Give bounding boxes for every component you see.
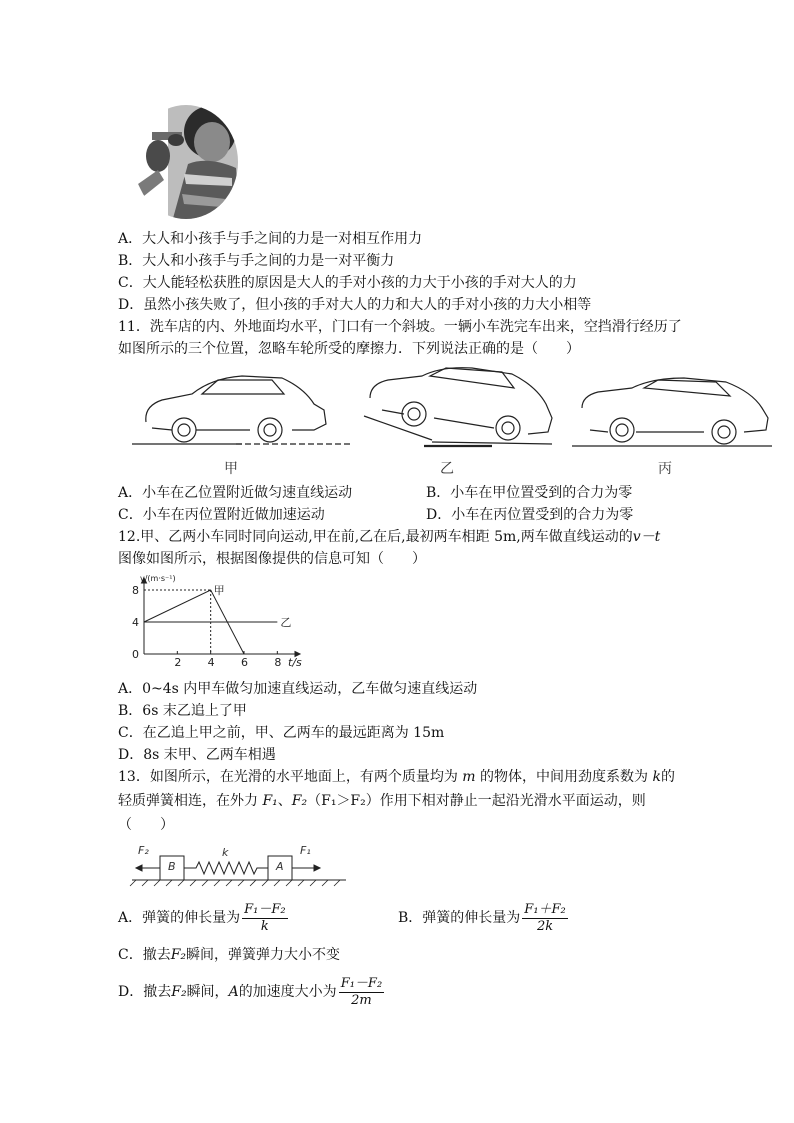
q13-k-symbol: k: [652, 769, 661, 785]
x-tick-label: 8: [274, 656, 282, 669]
fig-label-yi: 乙: [440, 461, 454, 477]
q13-option-d-force: F₂: [171, 984, 187, 1000]
q13-option-a-denominator: k: [260, 918, 269, 934]
q12-option-c: C．在乙追上甲之前，甲、乙两车的最远距离为 15m: [118, 725, 445, 741]
arm-wrestling-photo: [128, 104, 240, 222]
q13-option-d-part-c: 的加速度大小为: [238, 984, 337, 1000]
x-tick-label: 2: [174, 656, 182, 669]
q13-option-b-numerator: F₁＋F₂: [524, 901, 566, 917]
spring: [184, 862, 268, 874]
q13-option-d-numerator: F₁－F₂: [340, 975, 383, 991]
q11-option-c: C．小车在丙位置附近做加速运动: [118, 507, 325, 523]
q13-stem-line2: [118, 792, 646, 810]
q13-option-b-denominator: 2k: [536, 918, 554, 934]
q13-option-c-part-a: C．撤去: [118, 947, 171, 963]
fig-label-bing: 丙: [658, 461, 672, 477]
q13-f2-symbol: F₂: [291, 793, 308, 809]
fig-k-label: k: [222, 846, 229, 859]
series-label: 乙: [280, 616, 292, 629]
q13-stem2-part-a: 轻质弹簧相连，在外力: [118, 793, 258, 809]
y-tick-label: 8: [132, 584, 139, 597]
q12-option-b: B．6s 末乙追上了甲: [118, 703, 247, 719]
q13-option-a-numerator: F₁－F₂: [244, 901, 286, 917]
fig-block-a-label: A: [276, 860, 284, 873]
q13-option-d-part-b: 瞬间，: [186, 984, 229, 1000]
q13-sep: 、: [277, 793, 292, 809]
q10-option-c: C．大人能轻松获胜的原因是大人的手对小孩的力大于小孩的手对大人的力: [118, 275, 577, 291]
q11-option-b: B．小车在甲位置受到的合力为零: [426, 485, 633, 501]
q11-option-d: D．小车在丙位置受到的合力为零: [426, 507, 634, 523]
q13-option-d-fraction: [339, 976, 384, 1009]
q12-option-d: D．8s 末甲、乙两车相遇: [118, 747, 276, 763]
q13-option-a: [118, 900, 288, 936]
q12-stem-line1: [118, 528, 660, 546]
q13-option-b-fraction: [522, 902, 567, 935]
y-tick-label: 4: [132, 616, 139, 629]
q13-option-b-text: B．弹簧的伸长量为: [398, 910, 521, 926]
q13-condition: （F₁＞F₂）: [307, 793, 380, 809]
q13-option-a-text: A．弹簧的伸长量为: [118, 910, 241, 926]
q10-option-a: A．大人和小孩手与手之间的力是一对相互作用力: [118, 231, 423, 247]
fig-label-jia: 甲: [224, 461, 238, 477]
q13-stem2-part-b: 作用下相对静止一起沿光滑水平面运动，则: [379, 793, 646, 809]
q13-option-a-fraction: [242, 902, 287, 935]
q11-stem-line1: 11．洗车店的内、外地面均水平，门口有一个斜坡。一辆小车洗完车出来，空挡滑行经历了: [118, 319, 682, 335]
y-tick-label: 0: [132, 648, 139, 661]
x-tick-label: 6: [241, 656, 248, 669]
q13-f1-symbol: F₁: [262, 793, 278, 809]
car-jia: [132, 376, 352, 444]
fig-f2-label: F₂: [138, 844, 149, 857]
q12-stem-text: 12.甲、乙两小车同时同向运动,甲在前,乙在后,最初两车相距 5m,两车做直线运动的: [118, 529, 633, 545]
q13-mass-symbol: m: [462, 769, 476, 785]
q12-stem-line2: 图像如图所示，根据图像提供的信息可知（ ）: [118, 551, 426, 567]
q11-option-a: A．小车在乙位置附近做匀速直线运动: [118, 485, 353, 501]
fig-f1-label: F₁: [300, 844, 311, 857]
q13-stem-part-a: 13．如图所示，在光滑的水平地面上，有两个质量均为: [118, 769, 458, 785]
vt-chart: [122, 572, 302, 674]
series-label: 甲: [213, 584, 225, 597]
q11-stem-line2: 如图所示的三个位置，忽略车轮所受的摩擦力．下列说法正确的是（ ）: [118, 341, 580, 357]
q13-option-c: [118, 946, 340, 964]
q13-option-d: [118, 974, 384, 1010]
fig-block-b-label: B: [168, 860, 176, 873]
q10-option-d: D．虽然小孩失败了，但小孩的手对大人的力和大人的手对小孩的力大小相等: [118, 297, 592, 313]
q13-stem-part-c: 的: [660, 769, 675, 785]
q10-option-b: B．大人和小孩手与手之间的力是一对平衡力: [118, 253, 395, 269]
q13-option-d-denominator: 2m: [351, 992, 372, 1008]
q12-option-a: A．0~4s 内甲车做匀加速直线运动，乙车做匀速直线运动: [118, 681, 478, 697]
q12-vt-symbol: v－t: [632, 529, 661, 545]
car-bing: [572, 378, 772, 446]
q13-stem-line3: （ ）: [118, 817, 174, 833]
q13-stem-line1: [118, 768, 675, 786]
y-axis-label: v/(m·s⁻¹): [140, 574, 176, 583]
q13-option-d-part-a: D．撤去: [118, 984, 172, 1000]
x-axis-label: t/s: [288, 656, 302, 669]
q13-option-d-block: A: [228, 984, 239, 1000]
q13-stem-part-b: 的物体，中间用劲度系数为: [480, 769, 649, 785]
q13-option-b: [398, 900, 568, 936]
car-yi: [364, 368, 552, 446]
x-tick-label: 4: [207, 656, 215, 669]
spring-blocks-figure: [128, 840, 352, 888]
q13-option-c-part-b: 瞬间，弹簧弹力大小不变: [186, 947, 341, 963]
q13-option-c-force: F₂: [170, 947, 187, 963]
